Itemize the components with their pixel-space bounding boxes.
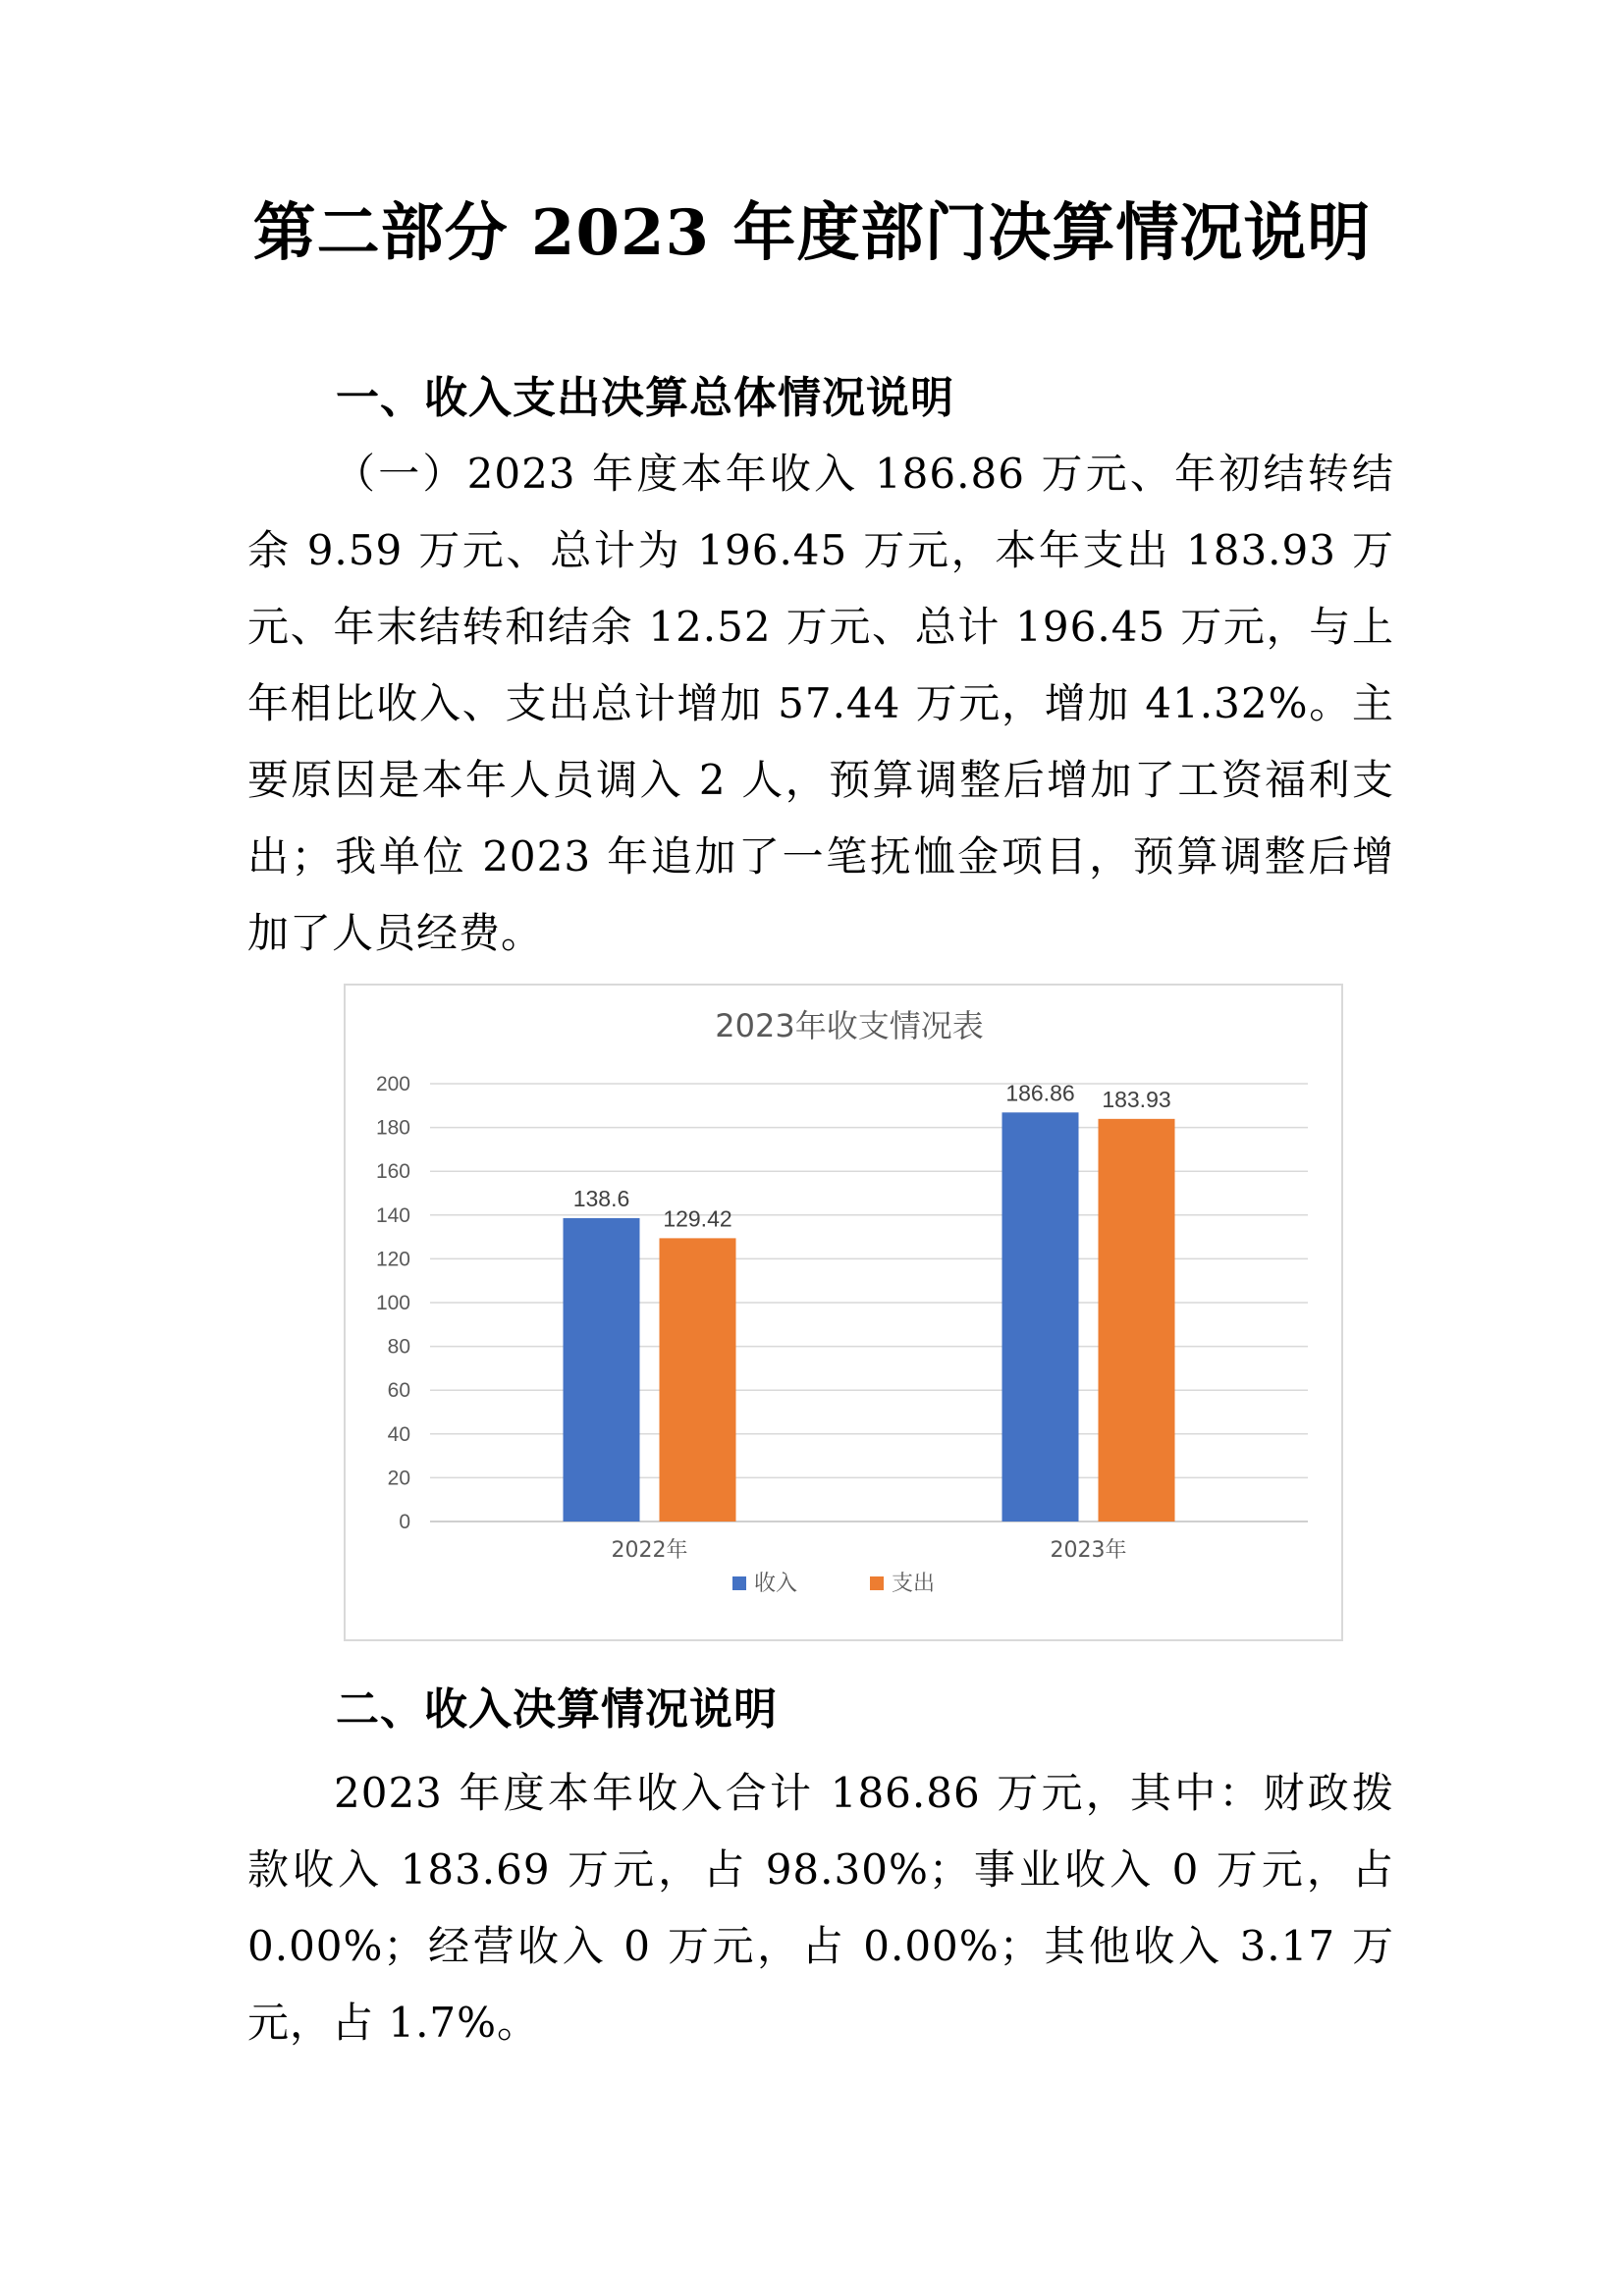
y-tick-label: 40 [387,1422,410,1446]
legend-swatch [870,1576,884,1590]
y-tick-label: 200 [375,1073,410,1095]
y-tick-label: 180 [375,1116,410,1140]
data-label: 186.86 [1005,1080,1075,1106]
y-tick-label: 160 [375,1160,410,1184]
y-tick-label: 60 [387,1379,410,1403]
section2-heading: 二、收入决算情况说明 [336,1684,778,1735]
bar-chart [344,984,1343,1641]
document-title: 第二部分 2023 年度部门决算情况说明 [252,196,1372,270]
category-label: 2023年 [1050,1538,1127,1563]
y-tick-label: 80 [387,1335,410,1359]
bar-chart-svg [346,986,1341,1639]
legend [732,1572,935,1596]
chart-title: 2023年收支情况表 [715,1007,984,1044]
category-label: 2022年 [611,1538,688,1563]
section2-paragraph: 2023 年度本年收入合计 186.86 万元，其中：财政拨款收入 183.69 万元，占 98.30%；事业收入 0 万元，占 0.00%；经营收入 0 万元，占 0.00%；其他收入 3.17 万元，占 1.7%。 [247,1769,1394,2047]
bar-支出-2022年 [660,1238,736,1522]
data-label: 138.6 [572,1185,630,1211]
section1-heading: 一、收入支出决算总体情况说明 [336,373,954,423]
legend-label: 收入 [754,1572,798,1596]
bar-收入-2023年 [1002,1112,1079,1522]
y-tick-label: 100 [375,1292,410,1314]
section1-paragraph: （一）2023 年度本年收入 186.86 万元、年初结转结余 9.59 万元、总计为 196.45 万元，本年支出 183.93 万元、年末结转和结余 12.52 万元、总计 196.45 万元，与上年相比收入、支出总计增加 57.44 万元，增加 41.32%。主要原因是本年人员调入 2 人，预算调整后增加了工资福利支出；我单位 2023 年追加了一笔抚恤金项目，预算调整后增加了人员经费。 [247,450,1394,957]
gridlines [430,1084,1308,1522]
legend-label: 支出 [892,1572,936,1596]
y-tick-label: 120 [375,1248,410,1271]
data-label: 183.93 [1102,1086,1171,1112]
y-tick-label: 0 [399,1511,410,1533]
y-tick-label: 140 [375,1203,410,1227]
bar-支出-2023年 [1099,1119,1175,1522]
legend-swatch [732,1576,746,1590]
bar-收入-2022年 [564,1218,640,1522]
y-tick-label: 20 [387,1467,410,1490]
bars [564,1112,1175,1522]
data-label: 129.42 [663,1205,732,1232]
